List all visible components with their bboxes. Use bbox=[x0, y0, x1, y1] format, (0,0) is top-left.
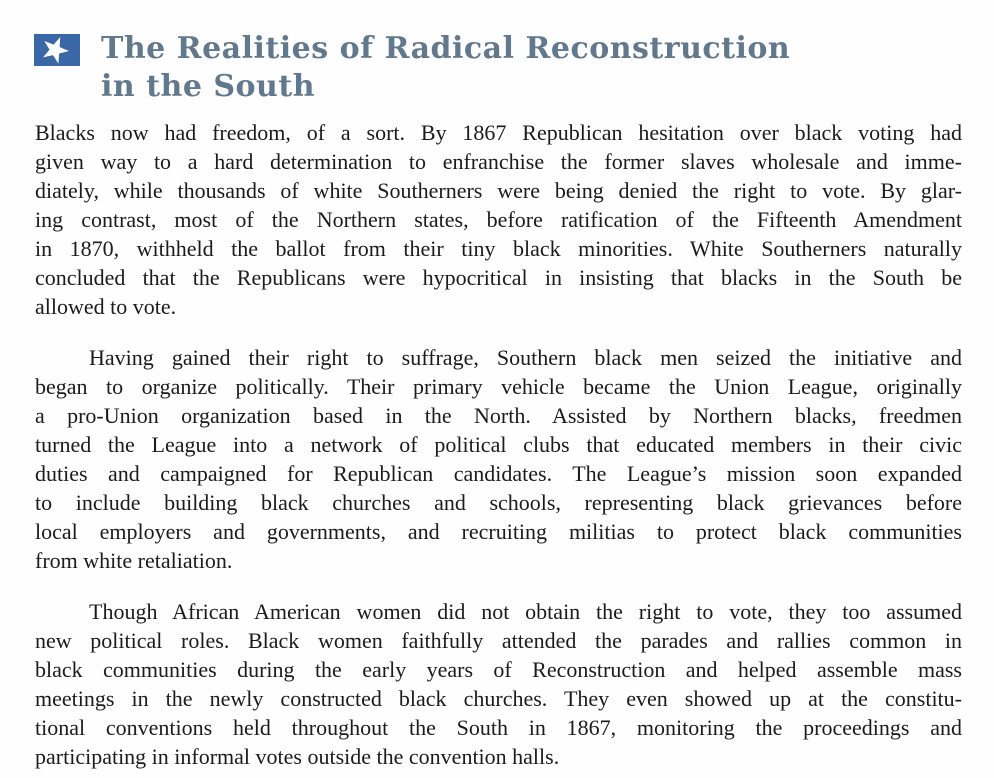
section-title bbox=[101, 30, 790, 106]
text-line: Having gained their right to suffrage, Southern black men seized the initiative and bbox=[89, 345, 962, 370]
text-line: new political roles. Black women faithfully attended the parades and rallies common in bbox=[35, 628, 962, 653]
text-line: in 1870, withheld the ballot from their tiny black minorities. White Southerners naturally bbox=[35, 236, 962, 261]
text-line: from white retaliation. bbox=[35, 548, 233, 573]
text-line: ing contrast, most of the Northern states, before ratification of the Fifteenth Amendment bbox=[35, 207, 962, 232]
text-line: given way to a hard determination to enfranchise the former slaves wholesale and imme- bbox=[35, 149, 962, 174]
star-icon bbox=[34, 34, 80, 66]
text-line: Blacks now had freedom, of a sort. By 1867 Republican hesitation over black voting had bbox=[35, 120, 962, 145]
text-line: black communities during the early years of Reconstruction and helped assemble mass bbox=[35, 657, 962, 682]
text-line: allowed to vote. bbox=[35, 294, 177, 319]
text-line: concluded that the Republicans were hypocritical in insisting that blacks in the South be bbox=[35, 265, 962, 290]
text-line: Though African American women did not obtain the right to vote, they too assumed bbox=[89, 599, 962, 624]
text-line: to include building black churches and schools, representing black grievances before bbox=[35, 490, 962, 515]
text-line: tional conventions held throughout the South in 1867, monitoring the proceedings and bbox=[35, 715, 962, 740]
section-header bbox=[34, 30, 790, 106]
text-line: meetings in the newly constructed black churches. They even showed up at the constitu- bbox=[35, 686, 962, 711]
section-title-line-2: in the South bbox=[101, 69, 316, 104]
text-line: diately, while thousands of white Southerners were being denied the right to vote. By glar- bbox=[35, 178, 962, 203]
text-line: turned the League into a network of political clubs that educated members in their civic bbox=[35, 432, 962, 457]
text-line: a pro-Union organization based in the North. Assisted by Northern blacks, freedmen bbox=[35, 403, 962, 428]
text-line: duties and campaigned for Republican candidates. The League’s mission soon expanded bbox=[35, 461, 962, 486]
section-title-line-1: The Realities of Radical Reconstruction bbox=[101, 31, 791, 66]
text-line: local employers and governments, and recruiting militias to protect black communities bbox=[35, 519, 962, 544]
text-line: participating in informal votes outside the convention halls. bbox=[35, 744, 560, 769]
text-line: began to organize politically. Their primary vehicle became the Union League, originally bbox=[35, 374, 962, 399]
body-text bbox=[35, 118, 962, 778]
